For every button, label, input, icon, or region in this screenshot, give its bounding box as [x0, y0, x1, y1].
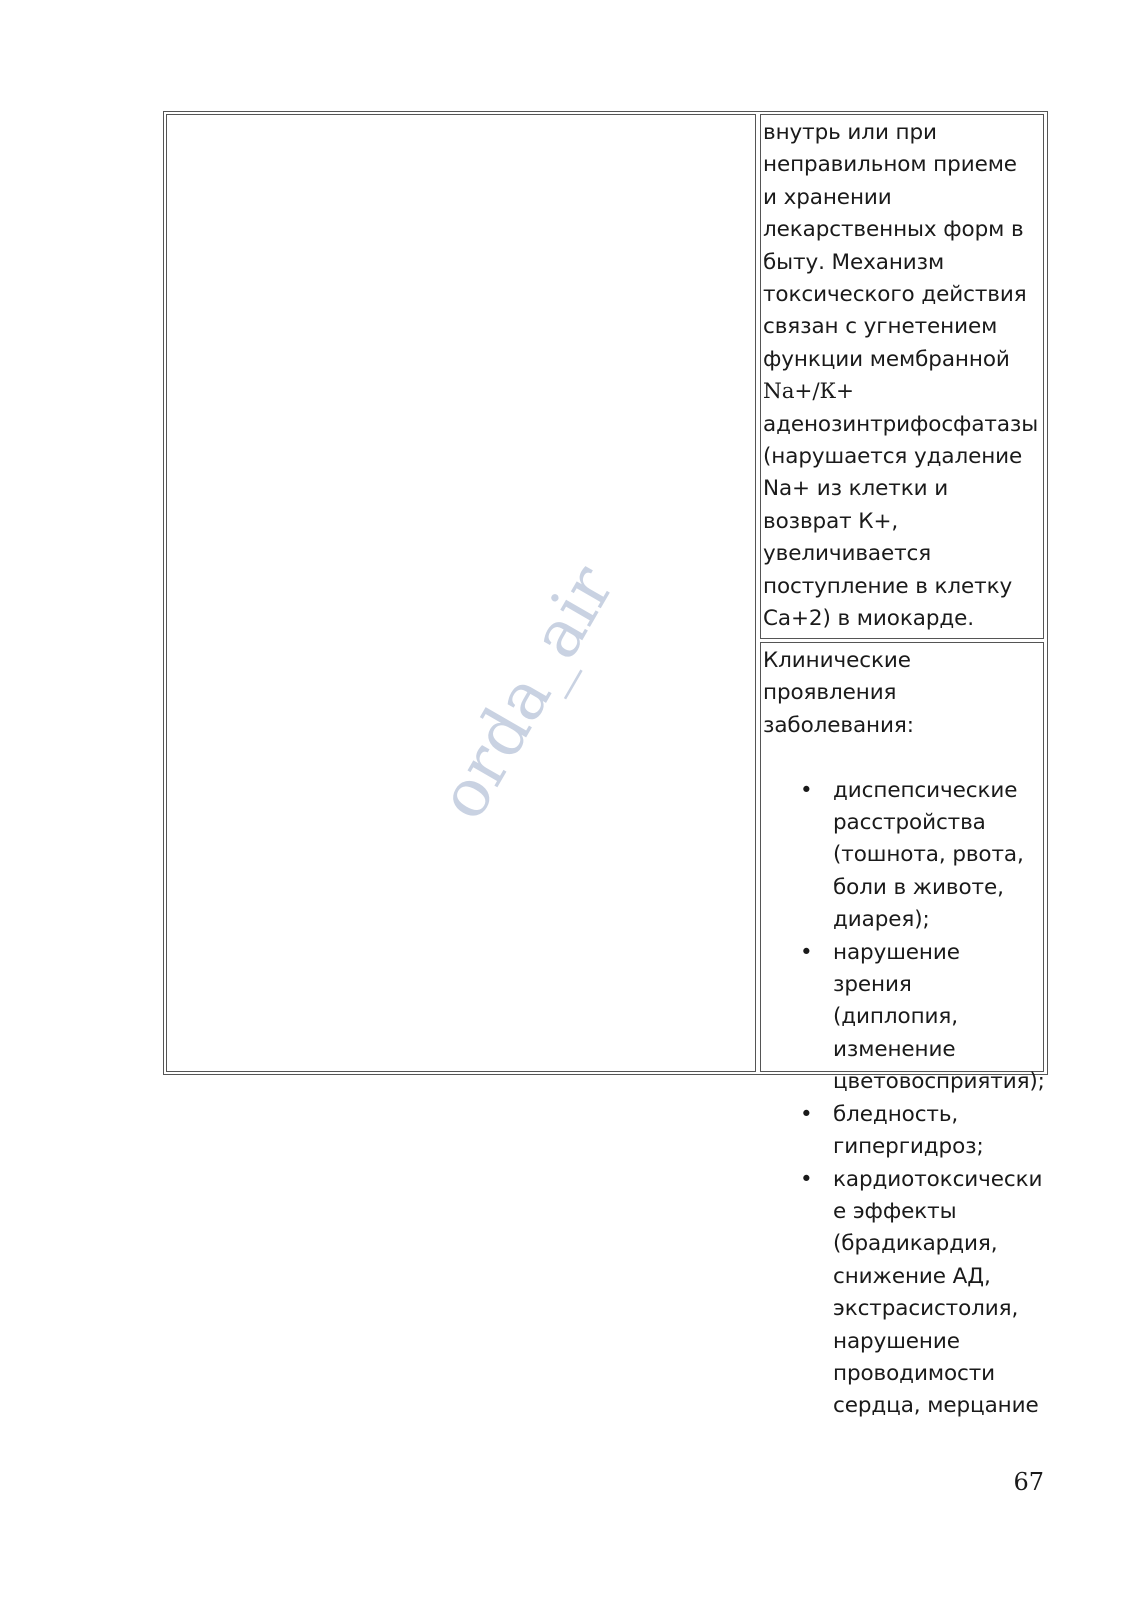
list-line: (диплопия, — [833, 1004, 958, 1030]
text-line: неправильном приеме — [763, 152, 1017, 178]
text-line: внутрь или при — [763, 120, 937, 145]
text-line: токсического действия — [763, 282, 1027, 308]
text-line: лекарственных форм в — [763, 217, 1024, 243]
list-item — [763, 1099, 1041, 1164]
bullet-icon: • — [800, 777, 813, 803]
text-line: и хранении — [763, 184, 892, 210]
text-line: функции мембранной — [763, 346, 1010, 372]
list-line: кардиотоксически — [833, 1166, 1043, 1192]
symptom-list — [763, 775, 1045, 1423]
list-item — [763, 775, 1041, 937]
list-item — [763, 1164, 1041, 1423]
text-line: связан с угнетением — [763, 314, 998, 340]
mechanism-cell — [760, 114, 1044, 639]
list-line: зрения — [833, 972, 912, 998]
mechanism-text — [761, 115, 1043, 636]
bullet-icon: • — [800, 939, 813, 965]
text-line: аденозинтрифосфатазы — [763, 411, 1039, 437]
heading-line: Клинические — [763, 648, 911, 673]
text-line: возврат К+, — [763, 508, 899, 534]
list-line: снижение АД, — [833, 1263, 991, 1289]
clinical-cell — [760, 642, 1045, 1419]
list-line: экстрасистолия, — [833, 1296, 1019, 1322]
clinical-text — [761, 643, 1043, 1423]
list-line: расстройства — [833, 810, 986, 836]
bullet-icon: • — [800, 1166, 813, 1192]
text-line: Na+ из клетки и — [763, 476, 949, 502]
text-line: увеличивается — [763, 541, 932, 567]
list-line: нарушение — [833, 939, 960, 965]
list-line: диарея); — [833, 907, 930, 933]
list-line: диспепсические — [833, 777, 1018, 803]
watermark: orda_air — [423, 552, 629, 832]
text-line: (нарушается удаление — [763, 444, 1023, 470]
list-line: цветовосприятия); — [833, 1069, 1045, 1095]
spacer — [763, 742, 1041, 774]
empty-left-cell — [166, 114, 756, 1072]
heading-line: заболевания: — [763, 712, 914, 738]
list-line: е эффекты — [833, 1198, 957, 1224]
page-number: 67 — [1013, 1468, 1044, 1496]
list-line: бледность, — [833, 1101, 959, 1127]
list-line: сердца, мерцание — [833, 1393, 1039, 1419]
list-line: (тошнота, рвота, — [833, 842, 1024, 868]
heading-line: проявления — [763, 680, 897, 706]
list-line: изменение — [833, 1036, 956, 1062]
bullet-icon: • — [800, 1101, 813, 1127]
text-line: поступление в клетку — [763, 573, 1013, 599]
text-line: быту. Механизм — [763, 249, 945, 275]
text-line: Na+/К+ — [763, 379, 854, 405]
list-item — [763, 937, 1045, 1099]
list-line: боли в животе, — [833, 874, 1004, 900]
list-line: нарушение — [833, 1328, 960, 1354]
list-line: проводимости — [833, 1360, 996, 1386]
list-line: (брадикардия, — [833, 1231, 998, 1257]
text-line: Са+2) в миокарде. — [763, 606, 974, 632]
list-line: гипергидроз; — [833, 1134, 984, 1160]
